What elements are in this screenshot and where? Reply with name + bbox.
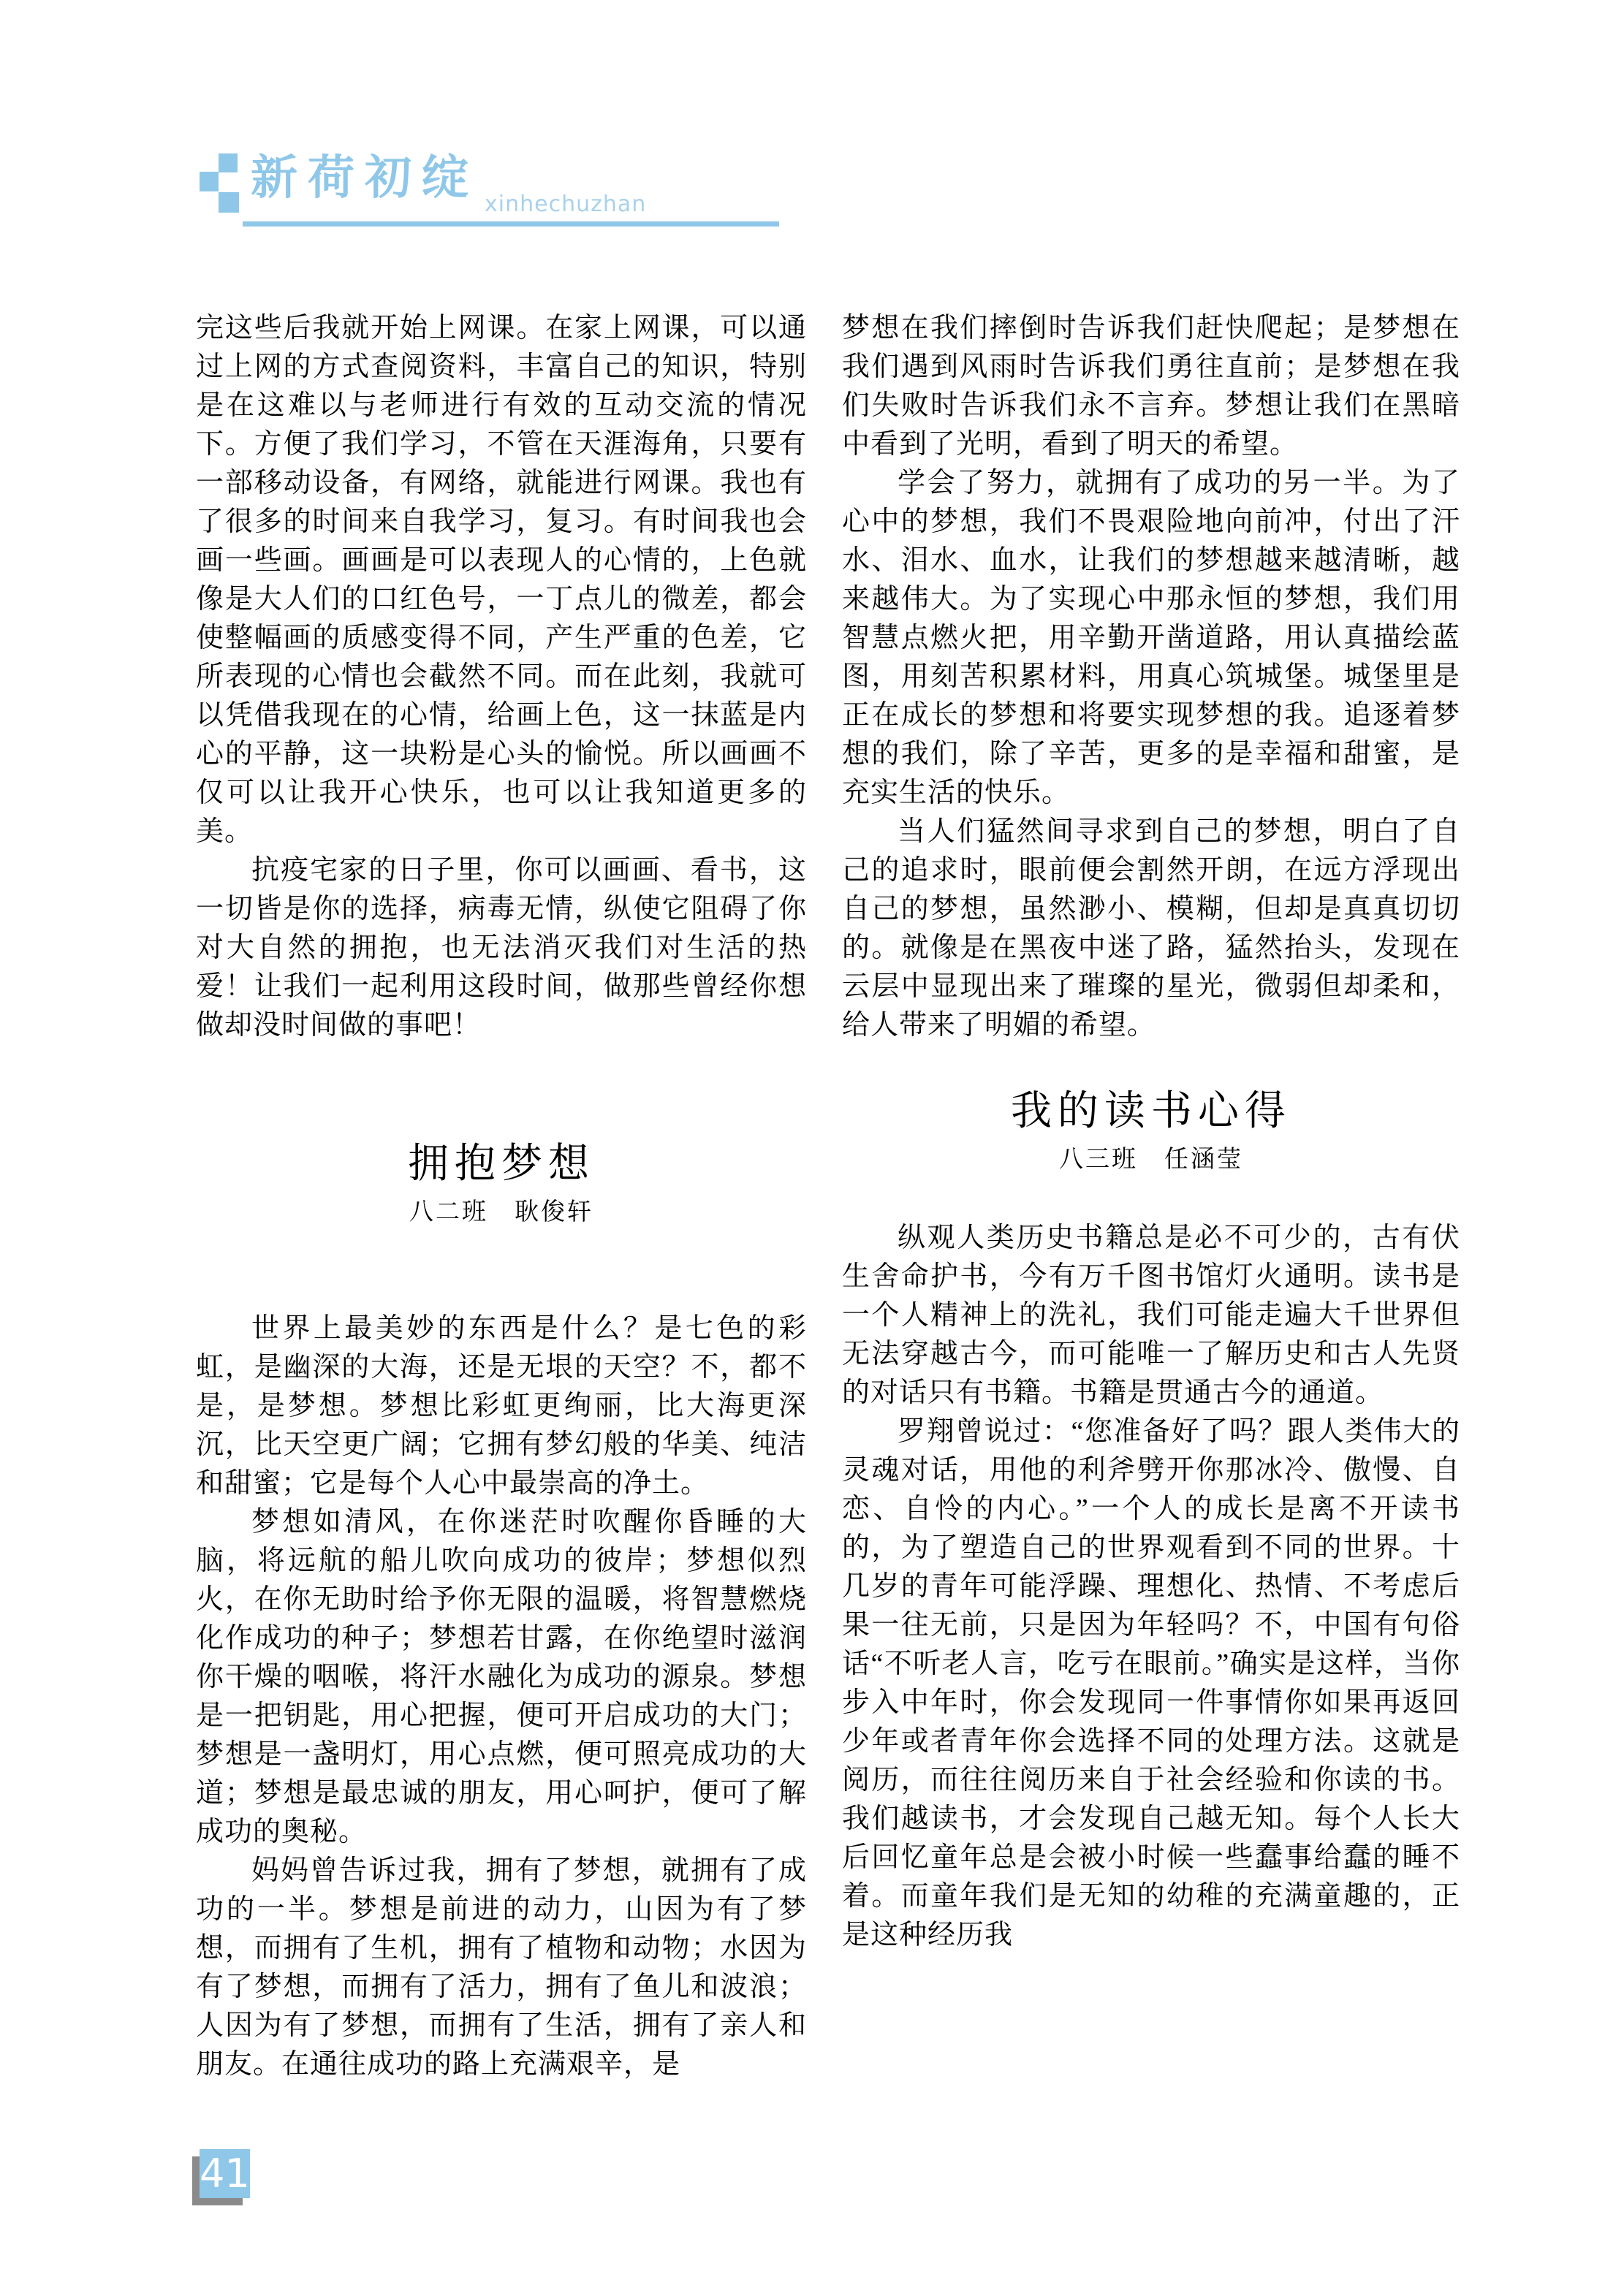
paragraph: 当人们猛然间寻求到自己的梦想，明白了自己的追求时，眼前便会割然开朗，在远方浮现出自己的梦想，虽然渺小、模糊，但却是真真切切的。就像是在黑夜中迷了路，猛然抬头，发现在云层中显现出来了璀璨的星光，微弱但却柔和，给人带来了明媚的希望。 xyxy=(842,816,1460,1041)
header-rule xyxy=(243,221,779,227)
paragraph: 罗翔曾说过：“您准备好了吗？跟人类伟大的灵魂对话，用他的利斧劈开你那冰冷、傲慢、自恋、自怜的内心。”一个人的成长是离不开读书的，为了塑造自己的世界观看到不同的世界。十几岁的青年可能浮躁、理想化、热情、不考虑后果一往无前，只是因为年轻吗？不，中国有句俗话“不听老人言，吃亏在眼前。”确实是这样，当你步入中年时，你会发现同一件事情你如果再返回少年或者青年你会选择不同的处理方法。这就是阅历，而往往阅历来自于社会经验和你读的书。我们越读书，才会发现自己越无知。每个人长大后回忆童年总是会被小时候一些蠢事给蠢的睡不着。而童年我们是无知的幼稚的充满童趣的，正是这种经历我 xyxy=(842,1416,1460,1950)
article-byline: 八三班 任涵莹 xyxy=(1059,1147,1243,1173)
article-title: 我的读书心得 xyxy=(1011,1089,1291,1134)
left-column xyxy=(196,309,807,2084)
page-number-badge xyxy=(200,2149,250,2198)
article-title: 拥抱梦想 xyxy=(408,1141,595,1187)
right-column xyxy=(842,309,1460,1955)
logo-square xyxy=(219,192,239,213)
paragraph: 梦想在我们摔倒时告诉我们赶快爬起；是梦想在我们遇到风雨时告诉我们勇往直前；是梦想在我们失败时告诉我们永不言弃。梦想让我们在黑暗中看到了光明，看到了明天的希望。 xyxy=(842,313,1460,460)
paragraph: 世界上最美妙的东西是什么？是七色的彩虹，是幽深的大海，还是无垠的天空？不，都不是，是梦想。梦想比彩虹更绚丽，比大海更深沉，比天空更广阔；它拥有梦幻般的华美、纯洁和甜蜜；它是每个人心中最崇高的净土。 xyxy=(196,1313,807,1499)
paragraph: 学会了努力，就拥有了成功的另一半。为了心中的梦想，我们不畏艰险地向前冲，付出了汗水、泪水、血水，让我们的梦想越来越清晰，越来越伟大。为了实现心中那永恒的梦想，我们用智慧点燃火把，用辛勤开凿道路，用认真描绘蓝图，用刻苦积累材料，用真心筑城堡。城堡里是正在成长的梦想和将要实现梦想的我。追逐着梦想的我们，除了辛苦，更多的是幸福和甜蜜，是充实生活的快乐。 xyxy=(842,468,1460,808)
paragraph: 梦想如清风，在你迷茫时吹醒你昏睡的大脑，将远航的船儿吹向成功的彼岸；梦想似烈火，在你无助时给予你无限的温暖，将智慧燃烧化作成功的种子；梦想若甘露，在你绝望时滋润你干燥的咽喉，将汗水融化为成功的源泉。梦想是一把钥匙，用心把握，便可开启成功的大门；梦想是一盏明灯，用心点燃，便可照亮成功的大道；梦想是最忠诚的朋友，用心呵护，便可了解成功的奥秘。 xyxy=(196,1507,807,1847)
article-head-embrace-dream xyxy=(196,1140,807,1229)
logo-square xyxy=(219,153,238,172)
paragraph: 抗疫宅家的日子里，你可以画画、看书，这一切皆是你的选择，病毒无情，纵使它阻碍了你对大自然的拥抱，也无法消灭我们对生活的热爱！让我们一起利用这段时间，做那些曾经你想做却没时间做的事吧！ xyxy=(196,855,807,1041)
magazine-section-title: 新荷初绽 xyxy=(251,151,479,205)
article-head-reading-notes xyxy=(842,1087,1460,1176)
page-number: 41 xyxy=(200,2151,250,2197)
paragraph: 妈妈曾告诉过我，拥有了梦想，就拥有了成功的一半。梦想是前进的动力，山因为有了梦想，而拥有了生机，拥有了植物和动物；水因为有了梦想，而拥有了活力，拥有了鱼儿和波浪；人因为有了梦想，而拥有了生活，拥有了亲人和朋友。在通往成功的路上充满艰辛，是 xyxy=(196,1855,807,2080)
article-byline: 八二班 耿俊轩 xyxy=(409,1199,593,1225)
logo-square xyxy=(200,172,219,191)
checker-squares-logo-icon xyxy=(200,153,243,216)
paragraph: 完这些后我就开始上网课。在家上网课，可以通过上网的方式查阅资料，丰富自己的知识，特别是在这难以与老师进行有效的互动交流的情况下。方便了我们学习，不管在天涯海角，只要有一部移动设备，有网络，就能进行网课。我也有了很多的时间来自我学习，复习。有时间我也会画一些画。画画是可以表现人的心情的，上色就像是大人们的口红色号，一丁点儿的微差，都会使整幅画的质感变得不同，产生严重的色差，它所表现的心情也会截然不同。而在此刻，我就可以凭借我现在的心情，给画上色，这一抹蓝是内心的平静，这一块粉是心头的愉悦。所以画画不仅可以让我开心快乐，也可以让我知道更多的美。 xyxy=(196,313,807,847)
magazine-section-pinyin: xinhechuzhan xyxy=(485,191,647,217)
paragraph: 纵观人类历史书籍总是必不可少的，古有伏生舍命护书，今有万千图书馆灯火通明。读书是一个人精神上的洗礼，我们可能走遍大千世界但无法穿越古今，而可能唯一了解历史和古人先贤的对话只有书籍。书籍是贯通古今的通道。 xyxy=(842,1223,1460,1408)
